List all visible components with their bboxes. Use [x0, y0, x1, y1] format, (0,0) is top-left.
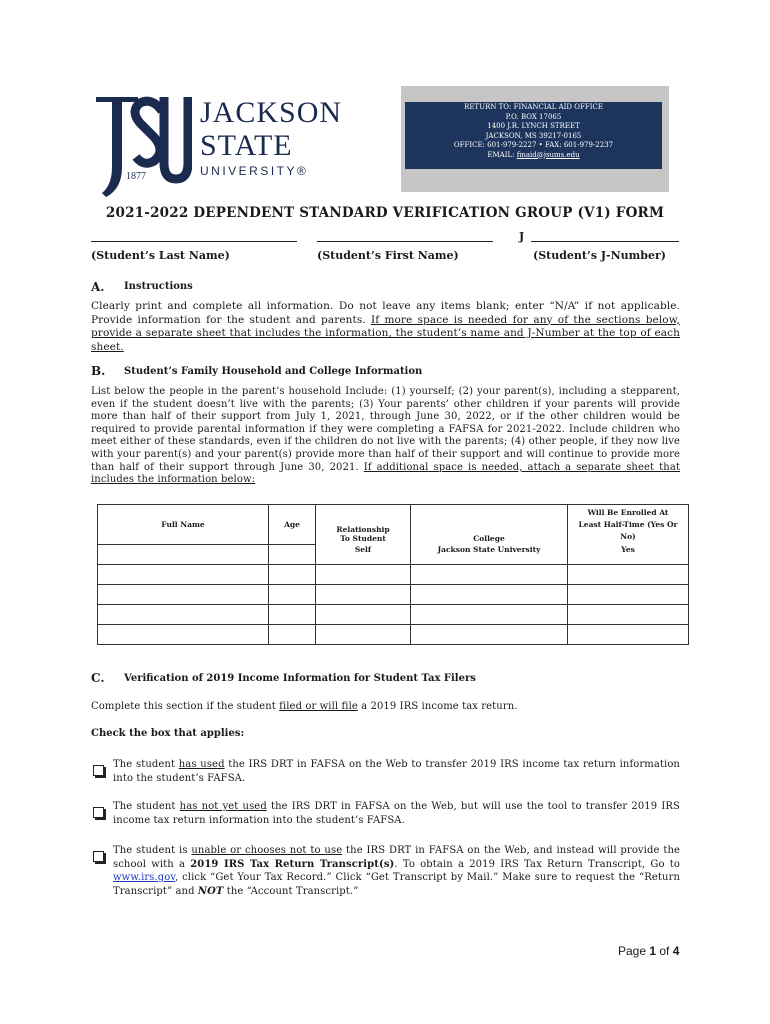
table-row	[98, 545, 689, 565]
header-college-text: College	[473, 533, 505, 543]
cell-relationship: Self	[316, 545, 411, 565]
section-a-text	[91, 300, 680, 354]
section-b-title: Student’s Family Household and College Information	[124, 366, 423, 377]
section-c-letter: C.	[91, 671, 105, 685]
opt3-e: the “Account Transcript.”	[223, 885, 359, 897]
section-c-title: Verification of 2019 Income Information for Student Tax Filers	[124, 673, 476, 684]
opt3-a: The student is	[113, 845, 192, 856]
last-name-line[interactable]	[91, 241, 297, 242]
page-current: 1	[649, 944, 657, 958]
intro-text-b: a 2019 IRS income tax return.	[357, 701, 518, 712]
cell-age[interactable]	[269, 565, 316, 585]
cell-college[interactable]	[411, 625, 568, 645]
return-line5: OFFICE: 601-979-2227 • FAX: 601-979-2237	[453, 141, 614, 149]
cell-full-name[interactable]	[98, 585, 269, 605]
section-b-text-main: List below the people in the parent’s household Include: (1) yourself; (2) your parent(s), including a stepparent, even if the student doesn’t live with the parents; (3) Your parents’ other children if your parents will provide more than half of their support from July 1, 2021, through June 30, 2022, or if the other children would be required to provide parental information if they were completing a FAFSA for 2021-2022. Include children who meet either of these standards, even if the children do not live with the parents; (4) other people, if they now live with your parent(s) and your parent(s) provide more than half of their support and will continue to provide more than half of their support through June 30, 2021.	[91, 386, 680, 473]
return-address-box	[401, 86, 669, 192]
jsu-logo-icon	[92, 93, 192, 201]
of-word: of	[656, 944, 673, 958]
opt3-bold: 2019 IRS Tax Return Transcript(s)	[190, 858, 395, 870]
table-row	[98, 585, 689, 605]
email-label: EMAIL:	[487, 150, 517, 159]
table-row	[98, 565, 689, 585]
header-enrolled-text: Will Be Enrolled At Least Half-Time (Yes Or No)	[578, 507, 678, 541]
cell-full-name[interactable]	[98, 625, 269, 645]
j-prefix: J	[519, 230, 525, 243]
section-a-title: Instructions	[124, 281, 193, 292]
check-box-label: Check the box that applies:	[91, 728, 245, 739]
form-title: 2021-2022 DEPENDENT STANDARD VERIFICATION GROUP (V1) FORM	[105, 205, 665, 221]
header-relationship-text: Relationship To Student	[336, 524, 390, 543]
table-row	[98, 605, 689, 625]
j-number-label: (Student’s J-Number)	[533, 249, 666, 262]
header-age: Age	[269, 505, 316, 545]
first-name-label: (Student’s First Name)	[317, 249, 459, 262]
cell-relationship[interactable]	[316, 605, 411, 625]
section-b-letter: B.	[91, 364, 106, 378]
option3-text	[113, 844, 680, 898]
email-link[interactable]: finaid@jsums.edu	[516, 150, 580, 159]
cell-college: Jackson State University	[411, 545, 568, 565]
option1-checkbox[interactable]	[93, 760, 110, 779]
opt3-d: , click “Get Your Tax Record.” Click “Get Transcript by Mail.” Make sure to request the “Return Transcript” and	[113, 872, 680, 897]
opt3-underlined: unable or chooses not to use	[191, 845, 343, 856]
cell-enrolled[interactable]	[568, 585, 689, 605]
checkbox-icon[interactable]	[93, 851, 104, 862]
cell-relationship[interactable]	[316, 565, 411, 585]
header-relationship	[316, 505, 411, 545]
logo-name-line1: JACKSON	[200, 96, 343, 129]
option2-text	[113, 800, 680, 827]
option3-checkbox[interactable]	[93, 846, 110, 865]
table-header-row	[98, 505, 689, 545]
section-a-text-underlined: If more space is needed for any of the sections below, provide a separate sheet that includes the information, the student’s name and J-Number at the top of each sheet.	[91, 313, 680, 353]
opt1-b: the IRS DRT in FAFSA on the Web to transfer 2019 IRS income tax return information into the student’s FAFSA.	[113, 759, 680, 784]
cell-enrolled[interactable]	[568, 625, 689, 645]
opt3-b: the IRS DRT in FAFSA on the Web, and instead will provide the school with a	[113, 845, 680, 870]
household-table	[97, 504, 689, 645]
return-line3: 1400 J.R. LYNCH STREET	[487, 122, 580, 130]
logo-year: 1877	[126, 171, 146, 182]
opt1-a: The student	[113, 759, 179, 770]
opt1-underlined: has used	[178, 759, 225, 770]
cell-full-name[interactable]	[98, 545, 269, 565]
section-a-letter: A.	[91, 280, 105, 294]
cell-age[interactable]	[269, 585, 316, 605]
section-b-text	[91, 386, 680, 487]
logo-wordmark	[200, 96, 342, 178]
j-number-line[interactable]	[531, 241, 679, 242]
intro-text-underlined: filed or will file	[279, 701, 358, 712]
return-address-panel	[405, 102, 662, 169]
opt2-underlined: has not yet used	[179, 801, 267, 812]
irs-link[interactable]: www.irs.gov	[113, 872, 175, 883]
page-word: Page	[618, 944, 650, 958]
opt3-not: NOT	[197, 885, 224, 897]
checkbox-icon[interactable]	[93, 765, 104, 776]
header-full-name: Full Name	[98, 505, 269, 545]
return-line4: JACKSON, MS 39217-0165	[485, 131, 582, 140]
cell-age[interactable]	[269, 605, 316, 625]
return-email-line	[405, 151, 662, 161]
first-name-line[interactable]	[317, 241, 493, 242]
return-line2: P.O. BOX 17065	[505, 112, 562, 121]
last-name-label: (Student’s Last Name)	[91, 249, 230, 262]
header-enrolled	[568, 505, 689, 545]
table-row	[98, 625, 689, 645]
cell-enrolled[interactable]	[568, 605, 689, 625]
return-line1: RETURN TO: FINANCIAL AID OFFICE	[464, 103, 603, 111]
option2-checkbox[interactable]	[93, 802, 110, 821]
cell-relationship[interactable]	[316, 585, 411, 605]
cell-full-name[interactable]	[98, 565, 269, 585]
logo-name-line3: UNIVERSITY®	[200, 164, 309, 178]
cell-college[interactable]	[411, 565, 568, 585]
opt2-b: the IRS DRT in FAFSA on the Web, but will use the tool to transfer 2019 IRS income tax return information into the student’s FAFSA.	[113, 801, 680, 826]
cell-college[interactable]	[411, 585, 568, 605]
cell-college[interactable]	[411, 605, 568, 625]
section-a-text-main: Clearly print and complete all information. Do not leave any items blank; enter “N/A” if not applicable. Provide information for the student and parents.	[91, 300, 680, 326]
intro-text-a: Complete this section if the student	[91, 701, 280, 712]
checkbox-icon[interactable]	[93, 807, 104, 818]
opt3-c: . To obtain a 2019 IRS Tax Return Transcript, Go to	[394, 858, 681, 870]
cell-enrolled: Yes	[568, 545, 689, 565]
page-total: 4	[672, 944, 680, 958]
header-college	[411, 505, 568, 545]
cell-relationship[interactable]	[316, 625, 411, 645]
cell-full-name[interactable]	[98, 605, 269, 625]
opt2-a: The student	[113, 801, 180, 812]
page-number	[618, 944, 679, 958]
section-c-intro	[91, 700, 680, 714]
logo-name-line2: STATE	[200, 129, 293, 162]
section-b-text-underlined: If additional space is needed, attach a separate sheet that includes the information below:	[91, 461, 680, 486]
cell-age[interactable]	[269, 625, 316, 645]
cell-enrolled[interactable]	[568, 565, 689, 585]
cell-age[interactable]	[269, 545, 316, 565]
option1-text	[113, 758, 680, 785]
